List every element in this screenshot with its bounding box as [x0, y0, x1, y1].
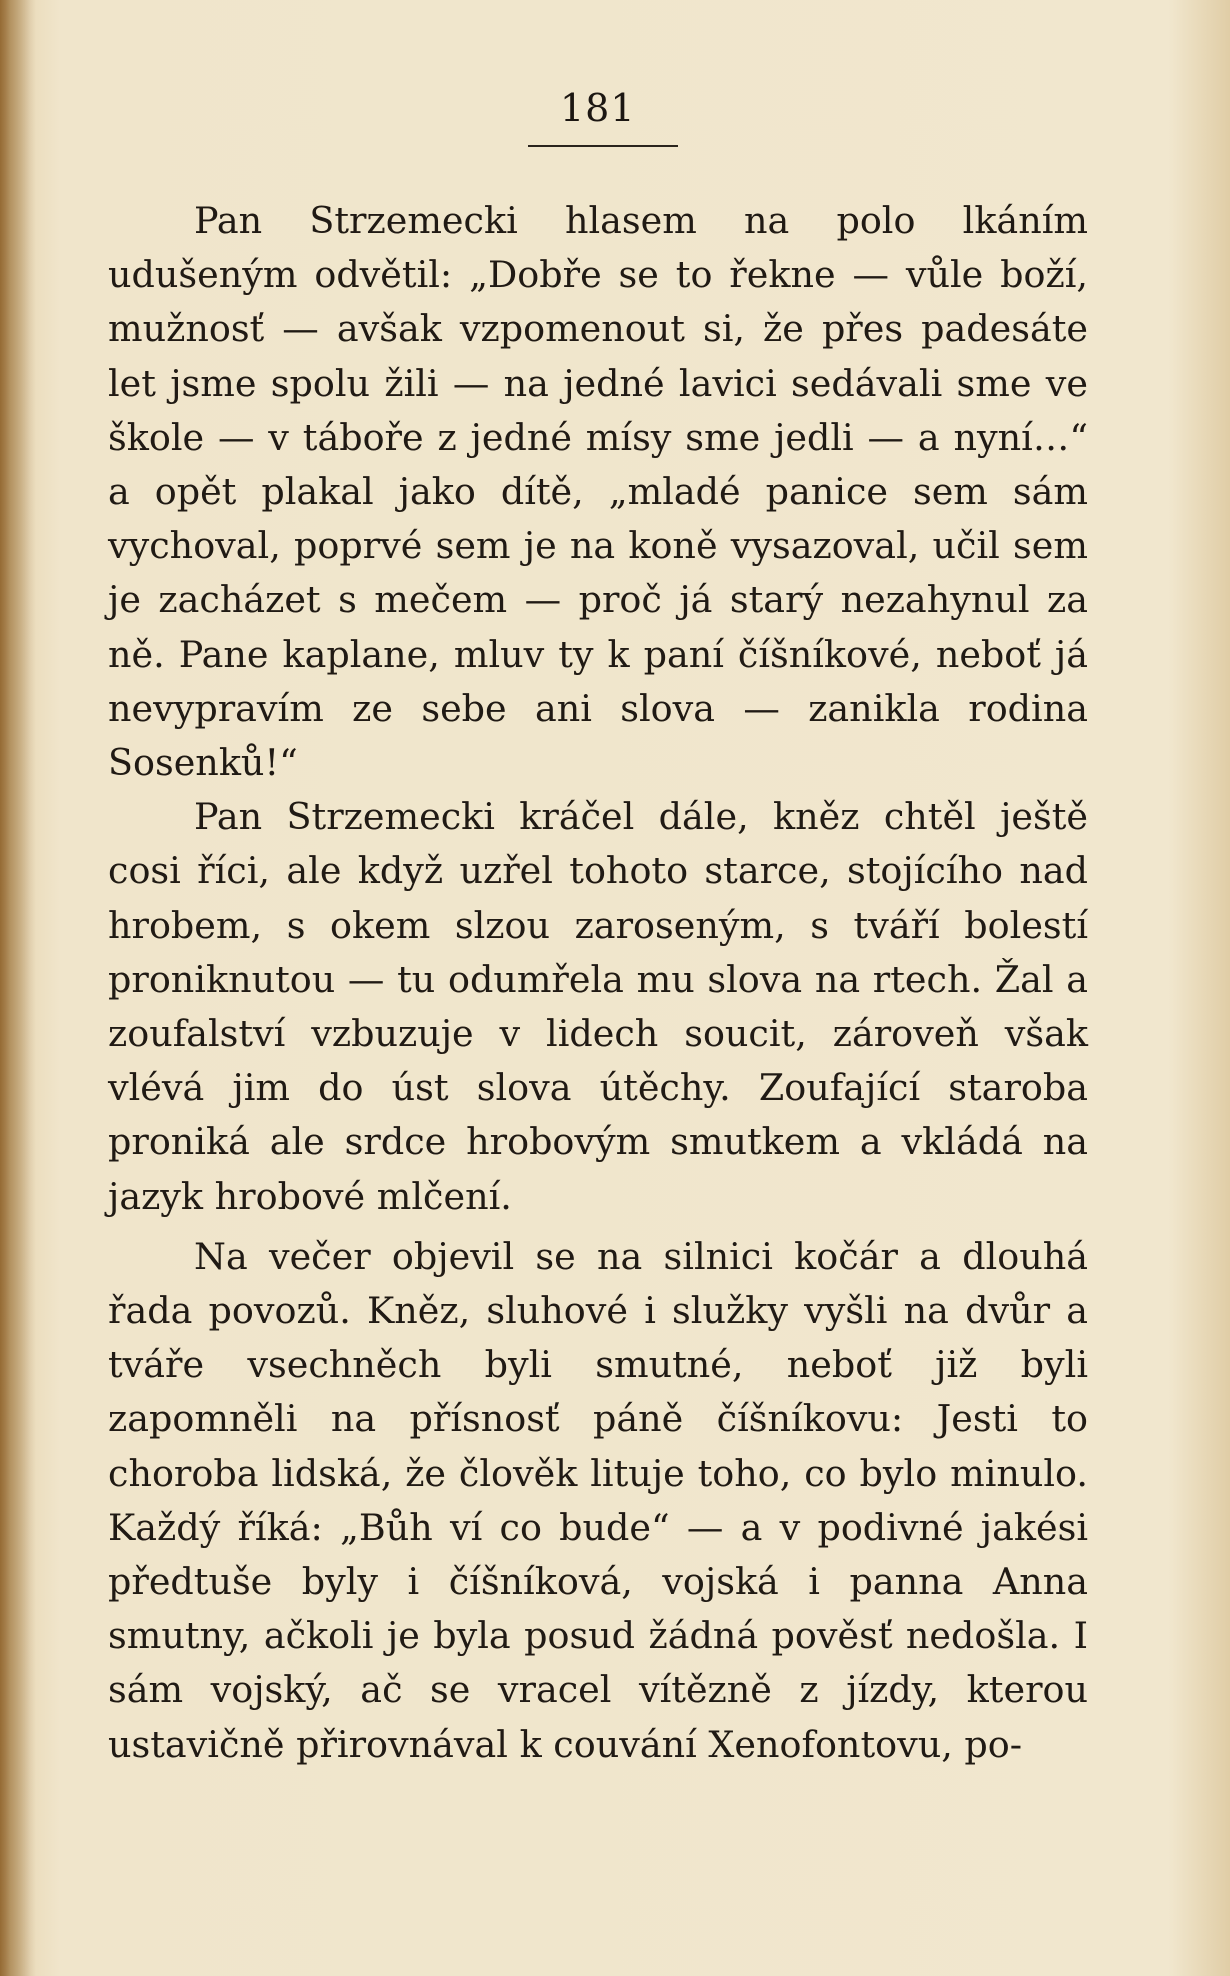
header-rule — [528, 145, 678, 147]
paragraph-3: Na večer objevil se na silnici kočár a dlouhá řada povozů. Kněz, sluhové i služky vyšli na dvůr a tváře vsechněch byli smutné, neboť již byli zapomněli na přísnosť páně číšníkovu: Jesti to choroba lidská, že člověk lituje toho, co bylo minulo. Každý říká: „Bůh ví co bude“ — a v podivné jakési předtuše byly i číšníková, vojská i panna Anna smutny, ačkoli je byla posud žádná pověsť nedošla. I sám vojský, ač se vracel vítězně z jízdy, kterou ustavičně přirovnával k couvání Xenofontovu, po- — [108, 1234, 1088, 1766]
page-number: 181 — [560, 86, 636, 130]
body-text — [108, 194, 1088, 1772]
paragraph-1: Pan Strzemecki hlasem na polo lkáním udušeným odvětil: „Dobře se to řekne — vůle boží, mužnosť — avšak vzpomenout si, že přes padesáte let jsme spolu žili — na jedné lavici sedávali sme ve škole — v táboře z jedné mísy sme jedli — a nyní…“ a opět plakal jako dítě, „mladé panice sem sám vychoval, poprvé sem je na koně vysazoval, učil sem je zacházet s mečem — proč já starý nezahynul za ně. Pane kaplane, mluv ty k paní číšníkové, neboť já nevypravím ze sebe ani slova — zanikla rodina Sosenků!“ — [108, 199, 1088, 785]
binding-shadow — [0, 0, 36, 1976]
paragraph-2: Pan Strzemecki kráčel dále, kněz chtěl ještě cosi říci, ale když uzřel tohoto starce, stojícího nad hrobem, s okem slzou zaroseným, s tváří bolestí proniknutou — tu odumřela mu slova na rtech. Žal a zoufalství vzbuzuje v lidech soucit, zároveň však vlévá jim do úst slova útěchy. Zoufající staroba proniká ale srdce hrobovým smutkem a vkládá na jazyk hrobové mlčení. — [108, 795, 1088, 1218]
